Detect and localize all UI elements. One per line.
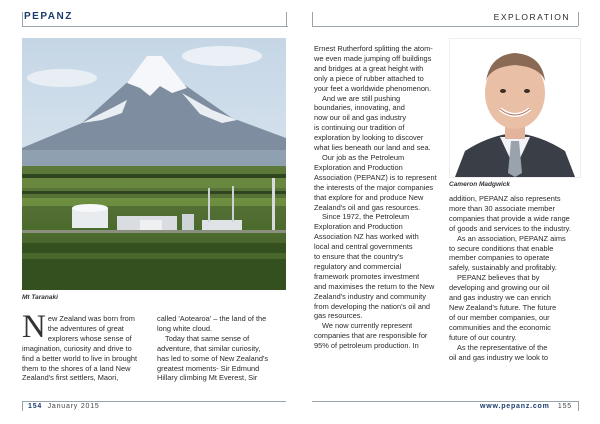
text-line: is continuing our tradition of	[314, 123, 405, 133]
left-column-2	[157, 314, 287, 383]
text-line: Ernest Rutherford splitting the atom-	[314, 44, 433, 53]
text-line: companies that are responsible for	[314, 331, 428, 341]
text-line: more than 30 associate member	[449, 203, 555, 213]
text-line: Our job as the Petroleum	[322, 152, 405, 162]
text-line: that explore for and produce New	[314, 192, 424, 202]
text-line: has led to some of New Zealand's	[157, 353, 269, 363]
text-line: the interests of the major companies	[314, 182, 434, 192]
right-column-2	[449, 194, 581, 362]
text-line: member companies to operate	[449, 253, 550, 263]
footer-rule-right	[312, 401, 578, 402]
page-number-left: 154	[28, 403, 43, 410]
text-line: and bridges at a great height with	[314, 63, 424, 73]
dropcap: N	[22, 309, 46, 345]
text-line: your feet a worldwide phenomenon.	[314, 83, 432, 93]
text-line: exploration by looking to discover	[314, 133, 424, 143]
text-line: Exploration and Production	[314, 222, 403, 232]
text-line: to ensure that the country's	[314, 252, 403, 262]
text-line: ew Zealand was born from	[47, 314, 135, 323]
header-rule-right	[312, 26, 578, 27]
footer-rule-left	[22, 401, 286, 402]
text-line: safely, sustainably and profitably.	[449, 263, 557, 273]
text-line: and maximises the return to the New	[314, 281, 435, 291]
text-line: from developing the nation's oil and	[314, 301, 431, 311]
text-line: of goods and services to the industry.	[449, 223, 571, 233]
right-column-1	[314, 44, 446, 351]
footer-tick-left	[22, 401, 23, 411]
photo-caption: Mt Taranaki	[22, 294, 58, 301]
text-line: framework promotes investment	[314, 271, 420, 281]
text-line: Zealand's first settlers, Maori,	[22, 373, 119, 383]
text-line: now our oil and gas industry	[314, 113, 407, 123]
text-line: As the representative of the	[457, 342, 548, 352]
website-url: www.pepanz.com	[479, 403, 550, 410]
text-line: and gas industry we can enrich	[449, 293, 551, 303]
left-column-1	[22, 309, 152, 383]
text-line: only a piece of rubber attached to	[314, 73, 424, 83]
text-line: them to the shores of a land New	[22, 363, 131, 373]
text-line: communities and the economic	[449, 322, 551, 332]
text-line: to secure conditions that enable	[449, 243, 554, 253]
text-line: And we are still pushing	[322, 93, 401, 103]
text-line: New Zealand's future. The future	[449, 302, 557, 312]
text-line: Association (PEPANZ) is to represent	[314, 172, 437, 182]
header-tick-center	[286, 12, 287, 26]
text-line: Hillary climbing Mt Everest, Sir	[157, 373, 258, 383]
section-title: EXPLORATION	[493, 12, 570, 22]
portrait-caption: Cameron Madgwick	[449, 181, 511, 188]
text-line: we even made jumping off buildings	[314, 53, 432, 63]
text-line: explorers whose sense of	[47, 333, 132, 343]
text-line: of our member companies, our	[449, 312, 550, 322]
text-line: boundaries, innovating, and	[314, 103, 405, 113]
text-line: local and central governments	[314, 242, 413, 252]
text-line: gas resources.	[314, 311, 363, 321]
footer-left	[28, 403, 100, 410]
brand-label: PEPANZ	[24, 11, 73, 22]
text-line: Zealand's industry and community	[314, 291, 426, 301]
text-line: adventure, that similar curiosity,	[157, 343, 261, 353]
page-number-right: 155	[557, 403, 572, 410]
text-line: Since 1972, the Petroleum	[322, 212, 410, 222]
text-line: As an association, PEPANZ aims	[457, 233, 566, 243]
text-line: imagination, curiosity and drive to	[22, 343, 132, 353]
header-tick-center-right	[312, 12, 313, 26]
text-line: long white cloud.	[157, 323, 213, 333]
mt-taranaki-photo	[22, 38, 286, 290]
text-line: addition, PEPANZ also represents	[449, 194, 561, 203]
text-line: the adventures of great	[47, 323, 124, 333]
cameron-madgwick-portrait	[449, 38, 581, 178]
text-line: companies that provide a wide range	[449, 213, 570, 223]
text-line: Exploration and Production	[314, 162, 403, 172]
text-line: Zealand's oil and gas resources.	[314, 202, 421, 212]
footer-right	[480, 403, 572, 410]
text-line: find a better world to live in brought	[22, 353, 138, 363]
text-line: regulatory and commercial	[314, 261, 402, 271]
text-line: Association NZ has worked with	[314, 232, 419, 242]
text-line: PEPANZ believes that by	[457, 273, 540, 283]
text-line: future of our country.	[449, 332, 517, 342]
text-line: oil and gas industry we look to	[449, 352, 549, 362]
header-rule-left	[22, 26, 288, 27]
issue-date: January 2015	[47, 403, 100, 410]
text-line: 95% of petroleum production. In	[314, 341, 419, 351]
text-line: called 'Aotearoa' – the land of the	[157, 314, 267, 323]
text-line: We now currently represent	[322, 321, 413, 331]
text-line: greatest moments- Sir Edmund	[157, 363, 260, 373]
footer-tick-right	[578, 401, 579, 411]
header-tick-left	[22, 12, 23, 26]
text-line: what lies beneath our land and sea.	[314, 143, 431, 153]
text-line: developing and growing our oil	[449, 283, 550, 293]
text-line: Today that same sense of	[165, 333, 250, 343]
header-tick-right	[578, 12, 579, 26]
